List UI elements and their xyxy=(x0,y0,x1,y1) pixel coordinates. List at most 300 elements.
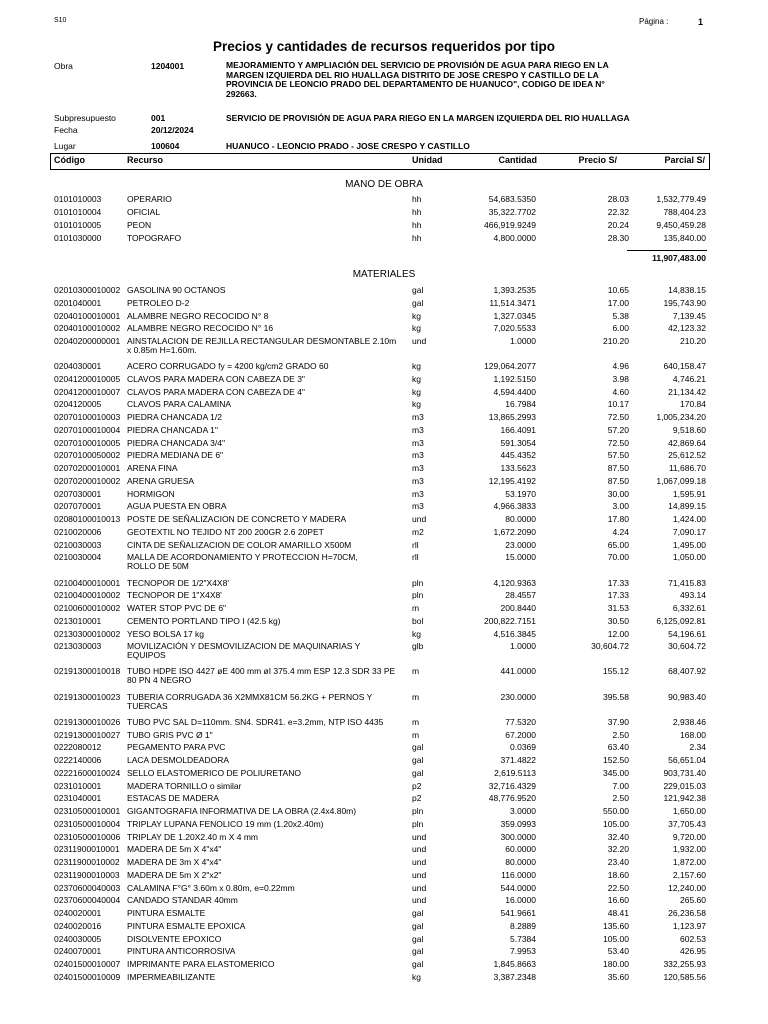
col-codigo: Código xyxy=(54,155,85,165)
row-unit: m3 xyxy=(412,437,424,448)
row-quantity: 7,020.5533 xyxy=(493,323,536,334)
row-partial: 1,424.00 xyxy=(672,514,706,525)
row-quantity: 7.9953 xyxy=(510,946,536,957)
row-quantity: 77.5320 xyxy=(505,716,536,727)
row-unit: p2 xyxy=(412,780,422,791)
row-code: 02070100010005 xyxy=(54,437,121,448)
row-code: 02191300010026 xyxy=(54,716,121,727)
row-resource: TECNOPOR DE 1"X4X8' xyxy=(127,590,222,601)
row-resource: OFICIAL xyxy=(127,206,161,217)
row-resource: MADERA DE 3m X 4"x4" xyxy=(127,857,222,867)
row-quantity: 3,387.2348 xyxy=(493,971,536,982)
row-unit: gal xyxy=(412,933,424,944)
row-code: 02070200010002 xyxy=(54,475,121,486)
row-price: 6.00 xyxy=(612,323,629,334)
row-unit: kg xyxy=(412,399,421,410)
row-partial: 4,746.21 xyxy=(672,373,706,384)
row-price: 57.50 xyxy=(607,450,629,461)
row-resource: GASOLINA 90 OCTANOS xyxy=(127,285,226,295)
row-quantity: 1,845.8663 xyxy=(493,959,536,969)
row-unit: gal xyxy=(412,959,424,969)
section-mano-de-obra: MANO DE OBRA xyxy=(345,179,423,190)
row-resource-continued: EQUIPOS xyxy=(127,650,166,661)
row-unit: m3 xyxy=(412,424,424,435)
row-unit: rll xyxy=(412,539,419,550)
row-resource: PINTURA ESMALTE xyxy=(127,908,206,918)
row-partial: 26,236.58 xyxy=(668,908,706,918)
row-partial: 135,840.00 xyxy=(663,232,706,243)
row-price: 5.38 xyxy=(612,310,629,321)
row-partial: 7,090.17 xyxy=(672,526,706,537)
row-price: 22.50 xyxy=(607,882,629,893)
row-partial: 37,705.43 xyxy=(668,818,706,829)
row-resource: PIEDRA CHANCADA 1" xyxy=(127,424,218,435)
row-partial: 7,139.45 xyxy=(672,310,706,321)
row-code: 0240070001 xyxy=(54,946,102,957)
row-code: 02221600010024 xyxy=(54,767,121,778)
row-partial: 195,743.90 xyxy=(663,297,706,308)
row-quantity: 16.7984 xyxy=(505,399,536,410)
row-unit: kg xyxy=(412,373,421,384)
obra-description: MEJORAMIENTO Y AMPLIACIÓN DEL SERVICIO DE PROVISIÓN DE AGUA PARA RIEGO EN LA MARGEN IZQUIERDA DEL RIO HUALLAGA DISTRITO DE JOSE CRESPO Y CASTILLO DE LA PROVINCIA DE LEONCIO PRADO DEL DEPARTAMENTO DE HUANUCO", CODIGO DE IDEA N° 292663. xyxy=(226,60,609,99)
row-price: 17.33 xyxy=(607,590,629,601)
row-partial: 332,255.93 xyxy=(663,959,706,969)
row-resource: PIEDRA CHANCADA 1/2 xyxy=(127,412,222,423)
row-price: 4.96 xyxy=(612,361,629,372)
col-unidad: Unidad xyxy=(412,155,443,165)
row-partial: 56,651.04 xyxy=(668,755,706,765)
row-unit: kg xyxy=(412,361,421,372)
row-resource: PIEDRA CHANCADA 3/4" xyxy=(127,437,225,448)
row-partial: 493.14 xyxy=(680,590,706,601)
row-partial: 54,196.61 xyxy=(668,628,706,639)
row-price: 3.98 xyxy=(612,373,629,384)
row-price: 105.00 xyxy=(603,933,629,944)
row-price: 152.50 xyxy=(603,755,629,765)
row-quantity: 67.2000 xyxy=(505,729,536,740)
row-quantity: 53.1970 xyxy=(505,488,536,499)
row-resource: HORMIGON xyxy=(127,488,175,499)
row-price: 63.40 xyxy=(607,742,629,753)
row-code: 0213010001 xyxy=(54,615,102,626)
row-unit: kg xyxy=(412,310,421,321)
row-partial: 1,872.00 xyxy=(672,857,706,867)
row-code: 0207030001 xyxy=(54,488,102,499)
row-partial: 6,332.61 xyxy=(672,603,706,614)
row-quantity: 133.5623 xyxy=(500,463,536,474)
row-code: 02130300010002 xyxy=(54,628,121,639)
row-unit: m3 xyxy=(412,488,424,499)
row-code: 02070100010004 xyxy=(54,424,121,435)
row-resource: MOVILIZACIÓN Y DESMOVILIZACION DE MAQUINARIAS Y xyxy=(127,641,361,652)
row-unit: kg xyxy=(412,323,421,334)
row-unit: m xyxy=(412,716,420,727)
row-price: 22.32 xyxy=(607,206,629,217)
row-unit: pln xyxy=(412,806,424,816)
row-resource: AGUA PUESTA EN OBRA xyxy=(127,501,227,512)
row-resource: CANDADO STANDAR 40mm xyxy=(127,895,238,906)
row-partial: 640,158.47 xyxy=(663,361,706,372)
subpresupuesto-description: SERVICIO DE PROVISIÓN DE AGUA PARA RIEGO EN LA MARGEN IZQUIERDA DEL RIO HUALLAGA xyxy=(226,113,630,123)
row-code: 02040200000001 xyxy=(54,336,121,346)
row-quantity: 166.4091 xyxy=(500,424,536,435)
row-resource: TUBO GRIS PVC Ø 1" xyxy=(127,729,213,740)
row-code: 02070100050002 xyxy=(54,450,121,461)
row-partial: 170.84 xyxy=(680,399,706,410)
row-partial: 68,407.92 xyxy=(668,666,706,677)
row-resource: CLAVOS PARA MADERA CON CABEZA DE 3" xyxy=(127,373,305,384)
row-quantity: 13,865.2993 xyxy=(488,412,536,423)
row-quantity: 60.0000 xyxy=(505,844,536,855)
row-quantity: 48,776.9520 xyxy=(488,793,536,804)
row-resource: AINSTALACION DE REJILLA RECTANGULAR DESMONTABLE 2.10m xyxy=(127,336,397,346)
row-unit: hh xyxy=(412,206,422,217)
row-code: 0240020001 xyxy=(54,908,102,918)
row-partial: 1,932.00 xyxy=(672,844,706,855)
row-unit: und xyxy=(412,895,427,906)
row-code: 0240020016 xyxy=(54,920,102,931)
row-code: 02070200010001 xyxy=(54,463,121,474)
row-unit: m3 xyxy=(412,501,424,512)
row-unit: gal xyxy=(412,908,424,918)
row-quantity: 4,800.0000 xyxy=(493,232,536,243)
row-resource-continued: x 0.85m H=1.60m. xyxy=(127,345,197,355)
row-partial: 1,595.91 xyxy=(672,488,706,499)
row-price: 48.41 xyxy=(607,908,629,918)
row-quantity: 8.2889 xyxy=(510,920,536,931)
row-quantity: 4,594.4400 xyxy=(493,386,536,397)
row-unit: gal xyxy=(412,946,424,957)
row-price: 30,604.72 xyxy=(591,641,629,652)
row-partial: 229,015.03 xyxy=(663,780,706,791)
row-price: 18.60 xyxy=(607,869,629,880)
row-code: 02191300010018 xyxy=(54,666,121,677)
row-price: 180.00 xyxy=(603,959,629,969)
row-resource: TUBO HDPE ISO 4427 øE 400 mm øI 375.4 mm ESP 12.3 SDR 33 PE xyxy=(127,666,396,677)
row-unit: und xyxy=(412,857,427,867)
row-code: 02191300010023 xyxy=(54,691,121,702)
row-quantity: 54,683.5350 xyxy=(488,194,536,204)
row-quantity: 80.0000 xyxy=(505,514,536,525)
row-unit: und xyxy=(412,831,427,842)
row-quantity: 15.0000 xyxy=(505,552,536,563)
row-unit: m3 xyxy=(412,412,424,423)
row-resource: IMPRIMANTE PARA ELASTOMERICO xyxy=(127,959,275,969)
row-resource: MALLA DE ACORDONAMIENTO Y PROTECCION H=70CM, xyxy=(127,552,358,563)
row-resource: TRIPLAY DE 1.20X2.40 m X 4 mm xyxy=(127,831,259,842)
row-unit: gal xyxy=(412,285,424,295)
row-resource: CEMENTO PORTLAND TIPO I (42.5 kg) xyxy=(127,615,281,626)
row-partial: 21,134.42 xyxy=(668,386,706,397)
row-quantity: 591.3054 xyxy=(500,437,536,448)
row-partial: 9,518.60 xyxy=(672,424,706,435)
row-unit: und xyxy=(412,869,427,880)
row-unit: m2 xyxy=(412,526,424,537)
row-code: 0222140006 xyxy=(54,755,102,765)
row-quantity: 4,516.3845 xyxy=(493,628,536,639)
row-code: 02310500010004 xyxy=(54,818,121,829)
row-price: 32.40 xyxy=(607,831,629,842)
row-unit: kg xyxy=(412,971,421,982)
col-recurso: Recurso xyxy=(127,155,164,165)
row-partial: 2,938.46 xyxy=(672,716,706,727)
row-resource: PETROLEO D-2 xyxy=(127,297,190,308)
obra-code: 1204001 xyxy=(151,61,185,71)
row-resource: PINTURA ESMALTE EPOXICA xyxy=(127,920,246,931)
row-quantity: 32,716.4329 xyxy=(488,780,536,791)
obra-label: Obra xyxy=(54,61,73,71)
row-price: 105.00 xyxy=(603,818,629,829)
row-unit: und xyxy=(412,844,427,855)
row-resource: TRIPLAY LUPANA FENOLICO 19 mm (1.20x2.40m) xyxy=(127,818,324,829)
row-partial: 30,604.72 xyxy=(668,641,706,652)
total-line xyxy=(627,250,707,251)
subpresupuesto-code: 001 xyxy=(151,113,166,123)
row-quantity: 1.0000 xyxy=(510,336,536,346)
row-partial: 42,123.32 xyxy=(668,323,706,334)
row-unit: gal xyxy=(412,297,424,308)
row-resource: PEON xyxy=(127,219,152,230)
page-label: Página : xyxy=(639,17,669,26)
row-code: 02070100010003 xyxy=(54,412,121,423)
row-price: 210.20 xyxy=(603,336,629,346)
row-code: 02100400010001 xyxy=(54,577,121,588)
row-resource: GIGANTOGRAFIA INFORMATIVA DE LA OBRA (2.4x4.80m) xyxy=(127,806,357,816)
row-code: 02311900010001 xyxy=(54,844,120,855)
row-partial: 1,005,234.20 xyxy=(656,412,706,423)
row-price: 345.00 xyxy=(603,767,629,778)
row-quantity: 4,966.3833 xyxy=(493,501,536,512)
row-resource: WATER STOP PVC DE 6" xyxy=(127,603,227,614)
row-quantity: 12,195.4192 xyxy=(488,475,536,486)
row-resource: IMPERMEABILIZANTE xyxy=(127,971,216,982)
row-price: 65.00 xyxy=(607,539,629,550)
row-quantity: 1,672.2090 xyxy=(493,526,536,537)
row-partial: 168.00 xyxy=(680,729,706,740)
row-code: 0101010005 xyxy=(54,219,102,230)
row-unit: gal xyxy=(412,920,424,931)
row-unit: hh xyxy=(412,232,422,243)
row-unit: und xyxy=(412,514,427,525)
row-partial: 121,942.38 xyxy=(663,793,706,804)
row-price: 53.40 xyxy=(607,946,629,957)
row-unit: hh xyxy=(412,219,422,230)
row-resource: DISOLVENTE EPOXICO xyxy=(127,933,222,944)
row-code: 02401500010007 xyxy=(54,959,121,969)
row-price: 72.50 xyxy=(607,437,629,448)
row-quantity: 541.9661 xyxy=(500,908,536,918)
row-price: 17.80 xyxy=(607,514,629,525)
row-price: 20.24 xyxy=(607,219,629,230)
row-resource: MADERA DE 5m X 4"x4" xyxy=(127,844,222,855)
row-unit: m3 xyxy=(412,475,424,486)
report-code: S10 xyxy=(54,17,67,24)
row-partial: 25,612.52 xyxy=(668,450,706,461)
row-resource: GEOTEXTIL NO TEJIDO NT 200 200GR 2.6 20PET xyxy=(127,526,324,537)
row-quantity: 1,192.5150 xyxy=(493,373,536,384)
row-quantity: 200.8440 xyxy=(500,603,536,614)
row-unit: rll xyxy=(412,552,419,563)
row-quantity: 2,619.5113 xyxy=(494,767,536,778)
row-price: 32.20 xyxy=(607,844,629,855)
row-resource: MADERA DE 5m X 2"x2" xyxy=(127,869,222,880)
subpresupuesto-label: Subpresupuesto xyxy=(54,113,116,123)
row-resource: TECNOPOR DE 1/2"X4X8' xyxy=(127,577,229,588)
row-partial: 1,050.00 xyxy=(672,552,706,563)
row-price: 30.50 xyxy=(607,615,629,626)
row-price: 10.65 xyxy=(607,285,629,295)
row-unit: glb xyxy=(412,641,424,652)
row-partial: 14,899.15 xyxy=(668,501,706,512)
row-quantity: 230.0000 xyxy=(500,691,536,702)
row-unit: m3 xyxy=(412,463,424,474)
row-price: 30.00 xyxy=(607,488,629,499)
row-partial: 1,532,779.49 xyxy=(656,194,706,204)
row-code: 0210020006 xyxy=(54,526,102,537)
row-resource: LACA DESMOLDEADORA xyxy=(127,755,230,765)
row-price: 2.50 xyxy=(612,793,629,804)
row-resource: PEGAMENTO PARA PVC xyxy=(127,742,226,753)
row-code: 0204030001 xyxy=(54,361,102,372)
row-unit: kg xyxy=(412,386,421,397)
row-resource: ACERO CORRUGADO fy = 4200 kg/cm2 GRADO 60 xyxy=(127,361,329,372)
fecha-value: 20/12/2024 xyxy=(151,125,194,135)
row-price: 28.03 xyxy=(607,194,629,204)
row-price: 87.50 xyxy=(607,475,629,486)
row-code: 0222080012 xyxy=(54,742,102,753)
row-price: 28.30 xyxy=(607,232,629,243)
row-quantity: 16.0000 xyxy=(505,895,536,906)
row-unit: und xyxy=(412,336,427,346)
lugar-code: 100604 xyxy=(151,141,180,151)
row-partial: 9,720.00 xyxy=(672,831,706,842)
row-quantity: 0.0369 xyxy=(510,742,536,753)
row-unit: m xyxy=(412,603,420,614)
row-code: 02311900010002 xyxy=(54,857,120,867)
row-partial: 903,731.40 xyxy=(663,767,706,778)
row-price: 31.53 xyxy=(607,603,629,614)
row-partial: 1,123.97 xyxy=(672,920,706,931)
row-quantity: 80.0000 xyxy=(505,857,536,867)
row-partial: 2,157.60 xyxy=(672,869,706,880)
row-price: 70.00 xyxy=(607,552,629,563)
row-code: 02100600010002 xyxy=(54,603,121,614)
lugar-description: HUANUCO - LEONCIO PRADO - JOSE CRESPO Y CASTILLO xyxy=(226,141,470,151)
row-price: 7.00 xyxy=(612,780,629,791)
row-code: 02370600040004 xyxy=(54,895,121,906)
row-quantity: 1,327.0345 xyxy=(493,310,536,321)
row-code: 0101030000 xyxy=(54,232,102,243)
row-unit: gal xyxy=(412,767,424,778)
row-partial: 265.60 xyxy=(680,895,706,906)
row-code: 0207070001 xyxy=(54,501,102,512)
row-quantity: 445.4352 xyxy=(500,450,536,461)
row-code: 02080100010013 xyxy=(54,514,121,525)
row-price: 87.50 xyxy=(607,463,629,474)
row-price: 395.58 xyxy=(603,691,629,702)
row-partial: 71,415.83 xyxy=(668,577,706,588)
row-resource: ARENA GRUESA xyxy=(127,475,195,486)
row-code: 02040100010001 xyxy=(54,310,121,321)
row-price: 4.60 xyxy=(612,386,629,397)
row-price: 135.60 xyxy=(603,920,629,931)
row-resource: MADERA TORNILLO o similar xyxy=(127,780,242,791)
row-code: 0204120005 xyxy=(54,399,102,410)
row-partial: 2.34 xyxy=(689,742,706,753)
row-quantity: 441.0000 xyxy=(500,666,536,677)
lugar-label: Lugar xyxy=(54,141,76,151)
row-quantity: 129,064.2077 xyxy=(484,361,536,372)
row-code: 0231040001 xyxy=(54,793,102,804)
row-partial: 426.95 xyxy=(680,946,706,957)
row-code: 02401500010009 xyxy=(54,971,121,982)
row-quantity: 1,393.2535 xyxy=(493,285,536,295)
row-price: 72.50 xyxy=(607,412,629,423)
row-quantity: 11,514.3471 xyxy=(489,297,536,308)
report-title: Precios y cantidades de recursos requeridos por tipo xyxy=(212,39,556,54)
row-quantity: 23.0000 xyxy=(505,539,536,550)
row-code: 02191300010027 xyxy=(54,729,121,740)
row-code: 0101010004 xyxy=(54,206,102,217)
row-quantity: 35,322.7702 xyxy=(488,206,536,217)
row-partial: 14,838.15 xyxy=(668,285,706,295)
row-quantity: 116.0000 xyxy=(501,869,536,880)
row-partial: 6,125,092.81 xyxy=(656,615,706,626)
row-price: 37.90 xyxy=(607,716,629,727)
row-quantity: 1.0000 xyxy=(510,641,536,652)
fecha-label: Fecha xyxy=(54,125,78,135)
row-resource: ARENA FINA xyxy=(127,463,178,474)
row-resource-continued: 80 PN 4 NEGRO xyxy=(127,675,192,686)
row-price: 3.00 xyxy=(612,501,629,512)
row-resource: CLAVOS PARA CALAMINA xyxy=(127,399,232,410)
row-resource: OPERARIO xyxy=(127,194,172,204)
row-code: 02100400010002 xyxy=(54,590,121,601)
row-partial: 120,585.56 xyxy=(663,971,706,982)
row-unit: pln xyxy=(412,577,424,588)
row-resource-continued: ROLLO DE 50M xyxy=(127,561,189,572)
row-partial: 1,067,099.18 xyxy=(656,475,706,486)
row-resource-continued: TUERCAS xyxy=(127,700,168,711)
col-parcial: Parcial S/ xyxy=(664,155,705,165)
column-header xyxy=(50,153,710,170)
row-resource: PINTURA ANTICORROSIVA xyxy=(127,946,236,957)
row-unit: m xyxy=(412,666,420,677)
row-quantity: 3.0000 xyxy=(510,806,536,816)
row-quantity: 371.4822 xyxy=(500,755,536,765)
row-resource: POSTE DE SEÑALIZACION DE CONCRETO Y MADERA xyxy=(127,514,347,525)
row-partial: 1,495.00 xyxy=(672,539,706,550)
row-price: 35.60 xyxy=(607,971,629,982)
row-code: 02041200010007 xyxy=(54,386,121,397)
row-price: 57.20 xyxy=(607,424,629,435)
row-price: 17.33 xyxy=(607,577,629,588)
row-code: 0101010003 xyxy=(54,194,102,204)
row-resource: CINTA DE SEÑALIZACION DE COLOR AMARILLO X500M xyxy=(127,539,352,550)
row-quantity: 544.0000 xyxy=(500,882,536,893)
row-code: 0231010001 xyxy=(54,780,102,791)
row-partial: 42,869.64 xyxy=(668,437,706,448)
row-code: 02041200010005 xyxy=(54,373,121,384)
row-resource: PIEDRA MEDIANA DE 6" xyxy=(127,450,224,461)
row-code: 02370600040003 xyxy=(54,882,121,893)
row-resource: TOPOGRAFO xyxy=(127,232,182,243)
section-materiales: MATERIALES xyxy=(352,269,416,280)
row-code: 0210030003 xyxy=(54,539,102,550)
row-unit: hh xyxy=(412,194,422,204)
row-quantity: 4,120.9363 xyxy=(493,577,536,588)
row-partial: 90,983.40 xyxy=(668,691,706,702)
